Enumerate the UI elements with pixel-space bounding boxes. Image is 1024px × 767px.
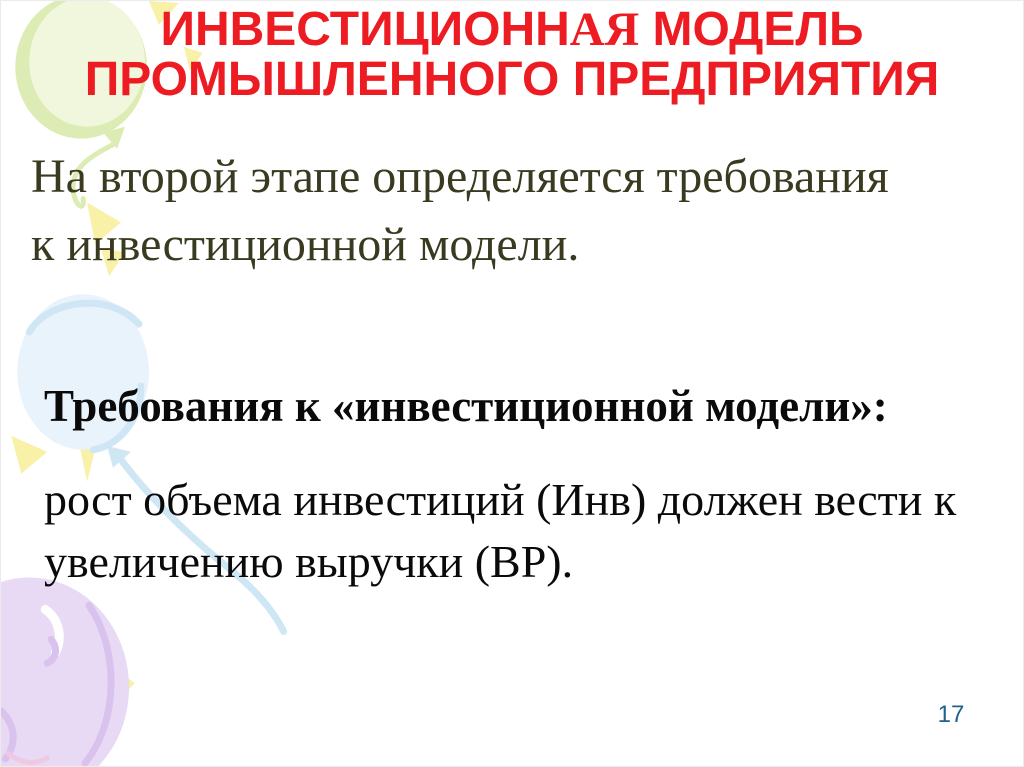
page-number: 17 bbox=[937, 701, 965, 728]
intro-line-1: На второй этапе определяется требования bbox=[31, 150, 889, 203]
title-line1-sans-left: ИНВЕСТИЦИОНН bbox=[160, 3, 570, 56]
title-line-2: ПРОМЫШЛЕННОГО ПРЕДПРИЯТИЯ bbox=[84, 53, 940, 106]
requirements-block bbox=[44, 379, 956, 593]
requirements-body-line-2: увеличению выручки (ВР). bbox=[44, 536, 574, 587]
requirements-body-line-1: рост объема инвестиций (Инв) должен вести к bbox=[44, 474, 957, 525]
requirements-heading: Требования к «инвестиционной модели»: bbox=[44, 381, 888, 431]
requirements-body bbox=[44, 469, 956, 593]
title-line1-sans-right: МОДЕЛЬ bbox=[639, 3, 864, 56]
intro-line-2: к инвестиционной модели. bbox=[31, 218, 580, 271]
title-line-1 bbox=[1, 5, 1023, 55]
intro-paragraph bbox=[31, 143, 889, 279]
slide-title bbox=[1, 5, 1023, 105]
balloon-purple-icon bbox=[1, 577, 129, 766]
title-line1-serif: АЯ bbox=[569, 3, 640, 56]
